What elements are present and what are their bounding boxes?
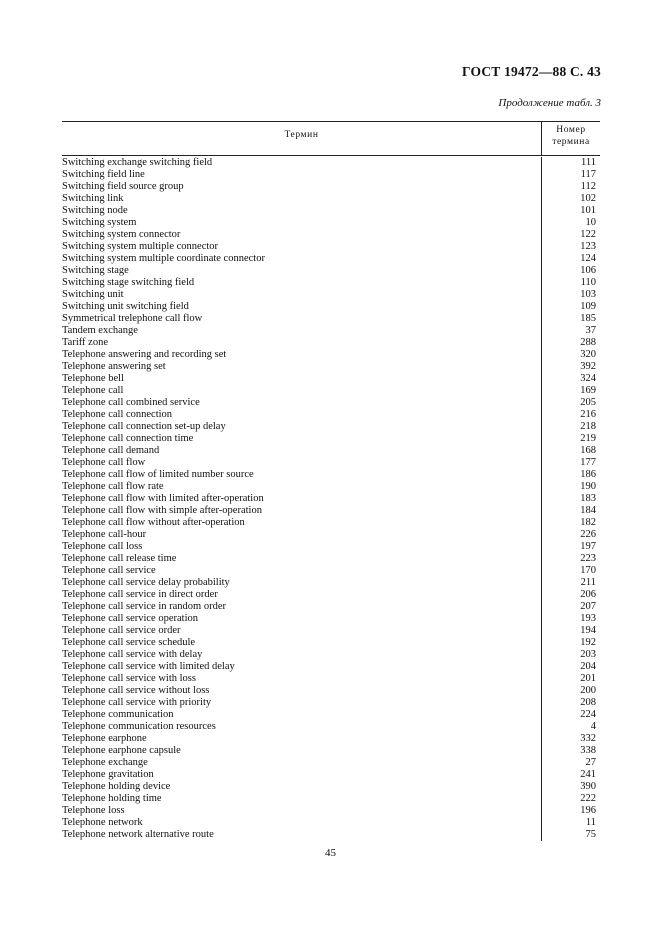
term-cell: Telephone call service without loss bbox=[62, 685, 210, 696]
term-cell: Telephone communication bbox=[62, 709, 174, 720]
term-number-cell: 208 bbox=[580, 697, 596, 708]
term-cell: Telephone answering set bbox=[62, 361, 166, 372]
term-cell: Telephone loss bbox=[62, 805, 125, 816]
term-number-cell: 226 bbox=[580, 529, 596, 540]
term-cell: Telephone call flow rate bbox=[62, 481, 164, 492]
table-continuation-label: Продолжение табл. 3 bbox=[498, 97, 601, 109]
term-cell: Telephone call bbox=[62, 385, 124, 396]
term-number-cell: 216 bbox=[580, 409, 596, 420]
term-cell: Telephone call loss bbox=[62, 541, 143, 552]
term-number-cell: 37 bbox=[585, 325, 596, 336]
term-number-cell: 196 bbox=[580, 805, 596, 816]
term-number-cell: 75 bbox=[585, 829, 596, 840]
term-number-cell: 222 bbox=[580, 793, 596, 804]
term-cell: Telephone call flow of limited number source bbox=[62, 469, 254, 480]
term-number-cell: 169 bbox=[580, 385, 596, 396]
term-number-cell: 122 bbox=[580, 229, 596, 240]
term-number-cell: 288 bbox=[580, 337, 596, 348]
term-number-cell: 332 bbox=[580, 733, 596, 744]
term-cell: Telephone network bbox=[62, 817, 143, 828]
term-number-cell: 27 bbox=[585, 757, 596, 768]
term-cell: Telephone earphone bbox=[62, 733, 147, 744]
term-number-cell: 241 bbox=[580, 769, 596, 780]
term-number-cell: 338 bbox=[580, 745, 596, 756]
term-cell: Telephone call flow without after-operation bbox=[62, 517, 245, 528]
term-number-cell: 223 bbox=[580, 553, 596, 564]
term-number-cell: 117 bbox=[580, 169, 596, 180]
term-number-cell: 112 bbox=[580, 181, 596, 192]
numbers-column bbox=[541, 157, 600, 841]
term-cell: Telephone call connection bbox=[62, 409, 173, 420]
term-number-cell: 207 bbox=[580, 601, 596, 612]
table-body bbox=[62, 156, 600, 841]
term-cell: Switching exchange switching field bbox=[62, 157, 213, 168]
term-cell: Telephone communication resources bbox=[62, 721, 216, 732]
term-cell: Telephone call service in direct order bbox=[62, 589, 218, 600]
term-cell: Telephone call connection set-up delay bbox=[62, 421, 226, 432]
term-cell: Telephone exchange bbox=[62, 757, 148, 768]
term-number-cell: 186 bbox=[580, 469, 596, 480]
term-number-cell: 11 bbox=[585, 817, 596, 828]
term-cell: Symmetrical trelephone call flow bbox=[62, 313, 203, 324]
term-number-cell: 194 bbox=[580, 625, 596, 636]
table-header bbox=[62, 121, 600, 156]
term-cell: Switching system multiple coordinate connector bbox=[62, 253, 265, 264]
term-number-cell: 224 bbox=[580, 709, 596, 720]
term-number-cell: 211 bbox=[580, 577, 596, 588]
term-cell: Switching system connector bbox=[62, 229, 181, 240]
term-number-cell: 177 bbox=[580, 457, 596, 468]
page-number: 45 bbox=[325, 847, 336, 859]
term-cell: Telephone call service operation bbox=[62, 613, 198, 624]
term-cell: Switching unit switching field bbox=[62, 301, 189, 312]
term-number-cell: 206 bbox=[580, 589, 596, 600]
term-number-cell: 103 bbox=[580, 289, 596, 300]
term-number-cell: 201 bbox=[580, 673, 596, 684]
term-number-cell: 106 bbox=[580, 265, 596, 276]
term-cell: Telephone call service with loss bbox=[62, 673, 196, 684]
term-cell: Telephone call demand bbox=[62, 445, 160, 456]
term-number-cell: 170 bbox=[580, 565, 596, 576]
term-cell: Telephone call service bbox=[62, 565, 156, 576]
term-cell: Telephone call service in random order bbox=[62, 601, 226, 612]
term-cell: Telephone call flow with limited after-operation bbox=[62, 493, 264, 504]
term-number-cell: 185 bbox=[580, 313, 596, 324]
term-number-cell: 110 bbox=[580, 277, 596, 288]
term-cell: Telephone gravitation bbox=[62, 769, 154, 780]
term-number-cell: 109 bbox=[580, 301, 596, 312]
term-cell: Telephone holding time bbox=[62, 793, 162, 804]
terms-table bbox=[62, 121, 600, 841]
column-header-number bbox=[541, 122, 600, 155]
term-number-cell: 204 bbox=[580, 661, 596, 672]
term-number-cell: 320 bbox=[580, 349, 596, 360]
term-number-cell: 205 bbox=[580, 397, 596, 408]
term-cell: Telephone call service with delay bbox=[62, 649, 203, 660]
term-cell: Telephone bell bbox=[62, 373, 124, 384]
term-cell: Telephone call combined service bbox=[62, 397, 200, 408]
term-number-cell: 102 bbox=[580, 193, 596, 204]
term-number-cell: 218 bbox=[580, 421, 596, 432]
term-number-cell: 192 bbox=[580, 637, 596, 648]
term-number-cell: 101 bbox=[580, 205, 596, 216]
column-header-number-line2: термина bbox=[552, 137, 590, 147]
term-cell: Switching system bbox=[62, 217, 137, 228]
term-cell: Telephone call service with priority bbox=[62, 697, 212, 708]
term-number-cell: 4 bbox=[590, 721, 596, 732]
term-number-cell: 190 bbox=[580, 481, 596, 492]
terms-column bbox=[62, 157, 541, 841]
term-cell: Switching link bbox=[62, 193, 124, 204]
term-number-cell: 200 bbox=[580, 685, 596, 696]
term-cell: Tariff zone bbox=[62, 337, 109, 348]
term-number-cell: 193 bbox=[580, 613, 596, 624]
term-cell: Telephone call flow with simple after-operation bbox=[62, 505, 262, 516]
term-cell: Switching stage switching field bbox=[62, 277, 195, 288]
term-cell: Telephone call release time bbox=[62, 553, 177, 564]
term-cell: Switching field line bbox=[62, 169, 145, 180]
term-cell: Switching system multiple connector bbox=[62, 241, 219, 252]
term-cell: Telephone holding device bbox=[62, 781, 171, 792]
term-number-cell: 123 bbox=[580, 241, 596, 252]
term-number-cell: 183 bbox=[580, 493, 596, 504]
term-cell: Switching node bbox=[62, 205, 128, 216]
term-cell: Telephone call service schedule bbox=[62, 637, 196, 648]
term-cell: Telephone call service delay probability bbox=[62, 577, 230, 588]
term-number-cell: 324 bbox=[580, 373, 596, 384]
term-number-cell: 10 bbox=[585, 217, 596, 228]
term-cell: Switching unit bbox=[62, 289, 124, 300]
term-cell: Telephone earphone capsule bbox=[62, 745, 181, 756]
term-number-cell: 182 bbox=[580, 517, 596, 528]
term-number-cell: 168 bbox=[580, 445, 596, 456]
term-cell: Telephone network alternative route bbox=[62, 829, 214, 840]
term-cell: Telephone call service order bbox=[62, 625, 181, 636]
term-cell: Telephone answering and recording set bbox=[62, 349, 227, 360]
standard-reference: ГОСТ 19472—88 С. 43 bbox=[462, 64, 601, 79]
term-number-cell: 197 bbox=[580, 541, 596, 552]
term-number-cell: 203 bbox=[580, 649, 596, 660]
term-cell: Switching field source group bbox=[62, 181, 184, 192]
term-cell: Telephone call-hour bbox=[62, 529, 147, 540]
column-header-number-line1: Номер bbox=[556, 125, 586, 135]
term-number-cell: 390 bbox=[580, 781, 596, 792]
term-number-cell: 124 bbox=[580, 253, 596, 264]
term-cell: Telephone call flow bbox=[62, 457, 146, 468]
column-header-term: Термин bbox=[284, 130, 319, 140]
term-number-cell: 392 bbox=[580, 361, 596, 372]
term-cell: Tandem exchange bbox=[62, 325, 138, 336]
term-number-cell: 111 bbox=[581, 157, 596, 168]
term-cell: Switching stage bbox=[62, 265, 129, 276]
term-number-cell: 184 bbox=[580, 505, 596, 516]
term-number-cell: 219 bbox=[580, 433, 596, 444]
term-cell: Telephone call connection time bbox=[62, 433, 194, 444]
term-cell: Telephone call service with limited delay bbox=[62, 661, 235, 672]
